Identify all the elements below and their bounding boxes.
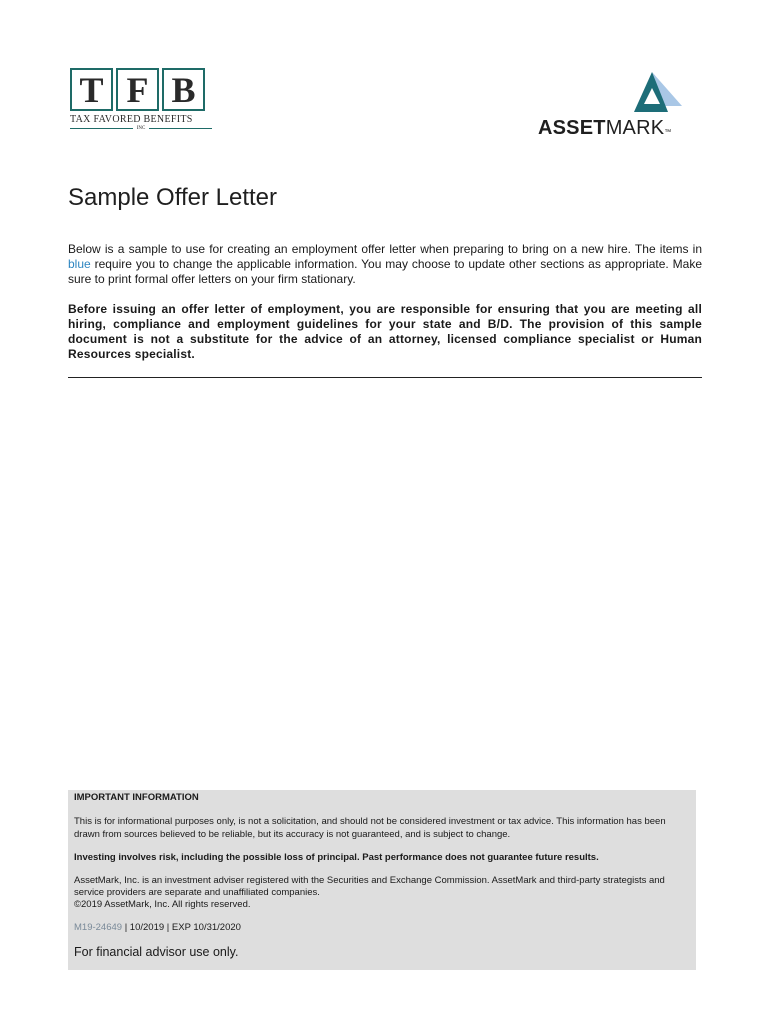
info-heading: IMPORTANT INFORMATION: [74, 792, 199, 803]
tfb-letter-b: B: [162, 68, 205, 111]
info-registration-text: AssetMark, Inc. is an investment adviser registered with the Securities and Exchange Commission. AssetMark and third-party strategists and service providers are separate and unaffiliated companies.: [74, 875, 665, 898]
tfb-divider-right: [149, 128, 212, 129]
warning-paragraph: Before issuing an offer letter of employment, you are responsible for ensuring that you are meeting all hiring, compliance and employment guidelines for your state and B/D. The provision of this sample document is not a substitute for the advice of an attorney, licensed compliance specialist or Human Resources specialist.: [68, 302, 702, 361]
info-registration: [74, 875, 686, 911]
info-document-code: [74, 922, 241, 933]
intro-blue-word: blue: [68, 257, 91, 271]
tfb-inc-row: [70, 126, 212, 131]
info-risk-statement: Investing involves risk, including the possible loss of principal. Past performance does not guarantee future results.: [74, 852, 599, 863]
info-copyright: ©2019 AssetMark, Inc. All rights reserved.: [74, 899, 251, 910]
page-title: Sample Offer Letter: [68, 184, 277, 211]
assetmark-logo: [538, 70, 703, 140]
info-footer-note: For financial advisor use only.: [74, 945, 239, 959]
tfb-logo: [70, 68, 212, 138]
horizontal-rule: [68, 377, 702, 378]
assetmark-wordmark: [538, 117, 671, 140]
assetmark-trademark: ™: [664, 129, 672, 136]
important-information-box: [68, 790, 696, 970]
tfb-company-name: TAX FAVORED BENEFITS: [70, 114, 193, 125]
tfb-divider-left: [70, 128, 133, 129]
intro-text-start: Below is a sample to use for creating an employment offer letter when preparing to bring on a new hire. The items in: [68, 242, 702, 256]
assetmark-word-bold: ASSET: [538, 117, 606, 139]
assetmark-word-regular: MARK: [605, 117, 665, 139]
tfb-inc-label: INC: [136, 126, 146, 131]
info-code-dates: | 10/2019 | EXP 10/31/2020: [122, 922, 241, 933]
info-code-number: M19-24649: [74, 922, 123, 933]
tfb-letter-t: T: [70, 68, 113, 111]
intro-text-end: require you to change the applicable information. You may choose to update other sections as appropriate. Make sure to print formal offer letters on your firm stationary.: [68, 257, 702, 286]
tfb-letter-boxes: [70, 68, 212, 111]
info-disclaimer: This is for informational purposes only, is not a solicitation, and should not be considered investment or tax advice. This information has been drawn from sources believed to be reliable, but its accuracy is not guaranteed, and is subject to change.: [74, 816, 666, 840]
intro-paragraph: [68, 242, 702, 287]
assetmark-triangle-icon: [632, 70, 688, 114]
tfb-letter-f: F: [116, 68, 159, 111]
